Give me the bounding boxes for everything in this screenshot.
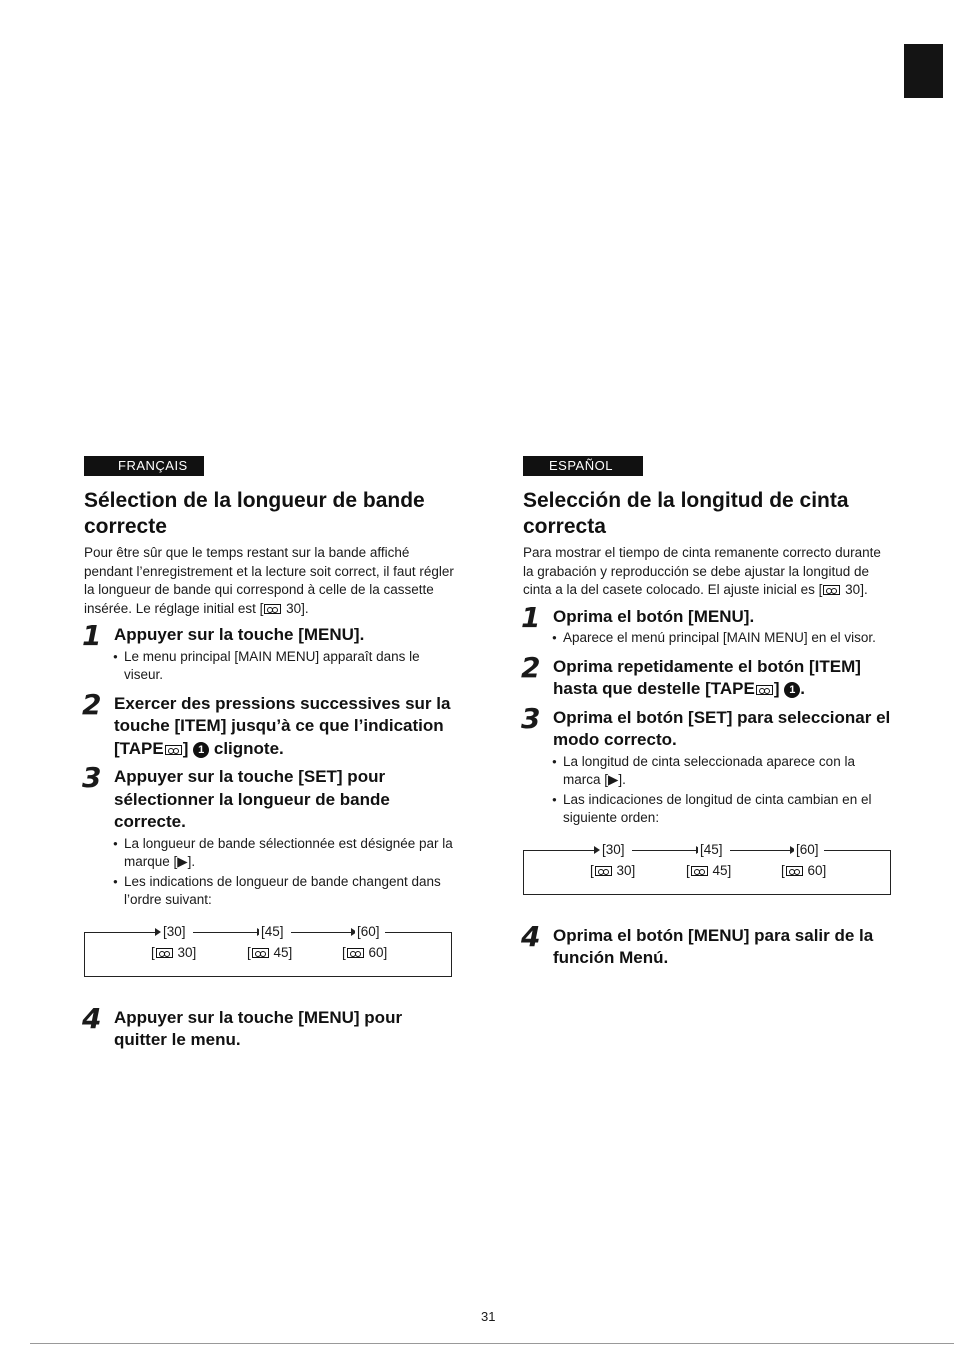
tape-sequence-box-fr <box>84 923 452 977</box>
step-number: 3 <box>521 701 541 735</box>
step-2-es <box>521 650 895 701</box>
tape-cassette-icon <box>595 866 612 876</box>
step-number: 1 <box>82 619 102 652</box>
step-4-fr <box>82 1001 456 1052</box>
bullet-text: ● Las indicaciones de longitud de cinta cambian en el siguiente orden: <box>553 791 895 828</box>
language-badge-fr: FRANÇAIS <box>84 456 204 476</box>
bullet-text: ● La longitud de cinta seleccionada aparece con la marca [▶]. <box>553 753 895 790</box>
sequence-value: [60] <box>357 923 380 939</box>
step-title: Oprima el botón [SET] para seleccionar el modo correcto. <box>553 707 891 749</box>
step-number: 3 <box>82 761 102 794</box>
tape-sequence-box-es <box>523 841 891 895</box>
spanish-column <box>523 456 895 974</box>
bullet-text: ● Le menu principal [MAIN MENU] apparaît dans le viseur. <box>114 648 456 685</box>
sequence-lower-value: [ 60] <box>781 862 827 878</box>
sequence-top-row <box>524 842 890 860</box>
step-number: 2 <box>521 650 541 684</box>
step-title: Exercer des pressions successives sur la touche [ITEM] jusqu’à ce que l’indication [TAPE ] 1 clignote. <box>114 693 451 758</box>
french-column <box>84 456 456 1056</box>
step-title: Oprima el botón [MENU]. <box>553 606 755 626</box>
step-title: Oprima repetidamente el botón [ITEM] hasta que destelle [TAPE ] 1 . <box>553 656 861 698</box>
step-4-es <box>521 919 895 970</box>
sequence-top-row <box>85 924 451 942</box>
bullet-text: ● Aparece el menú principal [MAIN MENU] en el visor. <box>553 629 895 648</box>
tape-cassette-icon <box>156 948 173 958</box>
intro-text-es: Para mostrar el tiempo de cinta remanente correcto durante la grabación y reproducción se debe ajustar la longitud de cinta a la del casete colocado. El ajuste inicial es [ 30]. <box>523 545 881 597</box>
intro-text-fr: Pour être sûr que le temps restant sur la bande affiché pendant l’enregistrement et la lecture soit correct, il faut régler la longueur de bande qui correspond à celle de la cassette insérée. Le réglage initial est [ 30]. <box>84 545 454 616</box>
page-number: 31 <box>481 1309 496 1324</box>
tape-cassette-icon <box>756 685 773 695</box>
language-badge-es: ESPAÑOL <box>523 456 643 476</box>
step-number: 2 <box>82 687 102 721</box>
step-number: 1 <box>521 600 541 634</box>
step-number: 4 <box>521 919 541 953</box>
step-title: Appuyer sur la touche [MENU] pour quitter le menu. <box>114 1007 403 1049</box>
step-title: Appuyer sur la touche [SET] pour sélectionner la longueur de bande correcte. <box>114 767 390 831</box>
sequence-value: [45] <box>700 841 723 857</box>
footer-divider <box>30 1343 954 1344</box>
step-2-fr <box>82 687 456 761</box>
bullet-text: ● Les indications de longueur de bande changent dans l’ordre suivant: <box>114 873 456 910</box>
tape-cassette-icon <box>347 948 364 958</box>
sequence-value: [30] <box>163 923 186 939</box>
tape-cassette-icon <box>252 948 269 958</box>
section-title-es: Selección de la longitud de cinta correcta <box>523 489 849 538</box>
tape-cassette-icon <box>691 866 708 876</box>
tape-cassette-icon <box>786 866 803 876</box>
sequence-value: [60] <box>796 841 819 857</box>
tape-cassette-icon <box>165 745 182 755</box>
step-title: Oprima el botón [MENU] para salir de la función Menú. <box>553 925 874 967</box>
bullet-text: ● La longueur de bande sélectionnée est désignée par la marque [▶]. <box>114 835 456 872</box>
step-3-es <box>521 701 895 828</box>
circled-number-icon: 1 <box>193 742 209 758</box>
step-1-fr <box>82 619 456 685</box>
sequence-value: [30] <box>602 841 625 857</box>
step-1-es <box>521 600 895 648</box>
tape-cassette-icon <box>264 604 281 614</box>
sequence-value: [45] <box>261 923 284 939</box>
circled-number-icon: 1 <box>784 682 800 698</box>
sequence-lower-value: [ 30] <box>590 862 636 878</box>
sequence-lower-value: [ 30] <box>151 944 197 960</box>
sequence-lower-value: [ 60] <box>342 944 388 960</box>
sequence-lower-value: [ 45] <box>247 944 293 960</box>
step-number: 4 <box>82 1001 102 1035</box>
sequence-lower-value: [ 45] <box>686 862 732 878</box>
page-edge-tab <box>904 44 943 98</box>
section-title-fr: Sélection de la longueur de bande correcte <box>84 489 425 538</box>
step-3-fr <box>82 761 456 910</box>
tape-cassette-icon <box>823 585 840 595</box>
step-title: Appuyer sur la touche [MENU]. <box>114 625 365 644</box>
